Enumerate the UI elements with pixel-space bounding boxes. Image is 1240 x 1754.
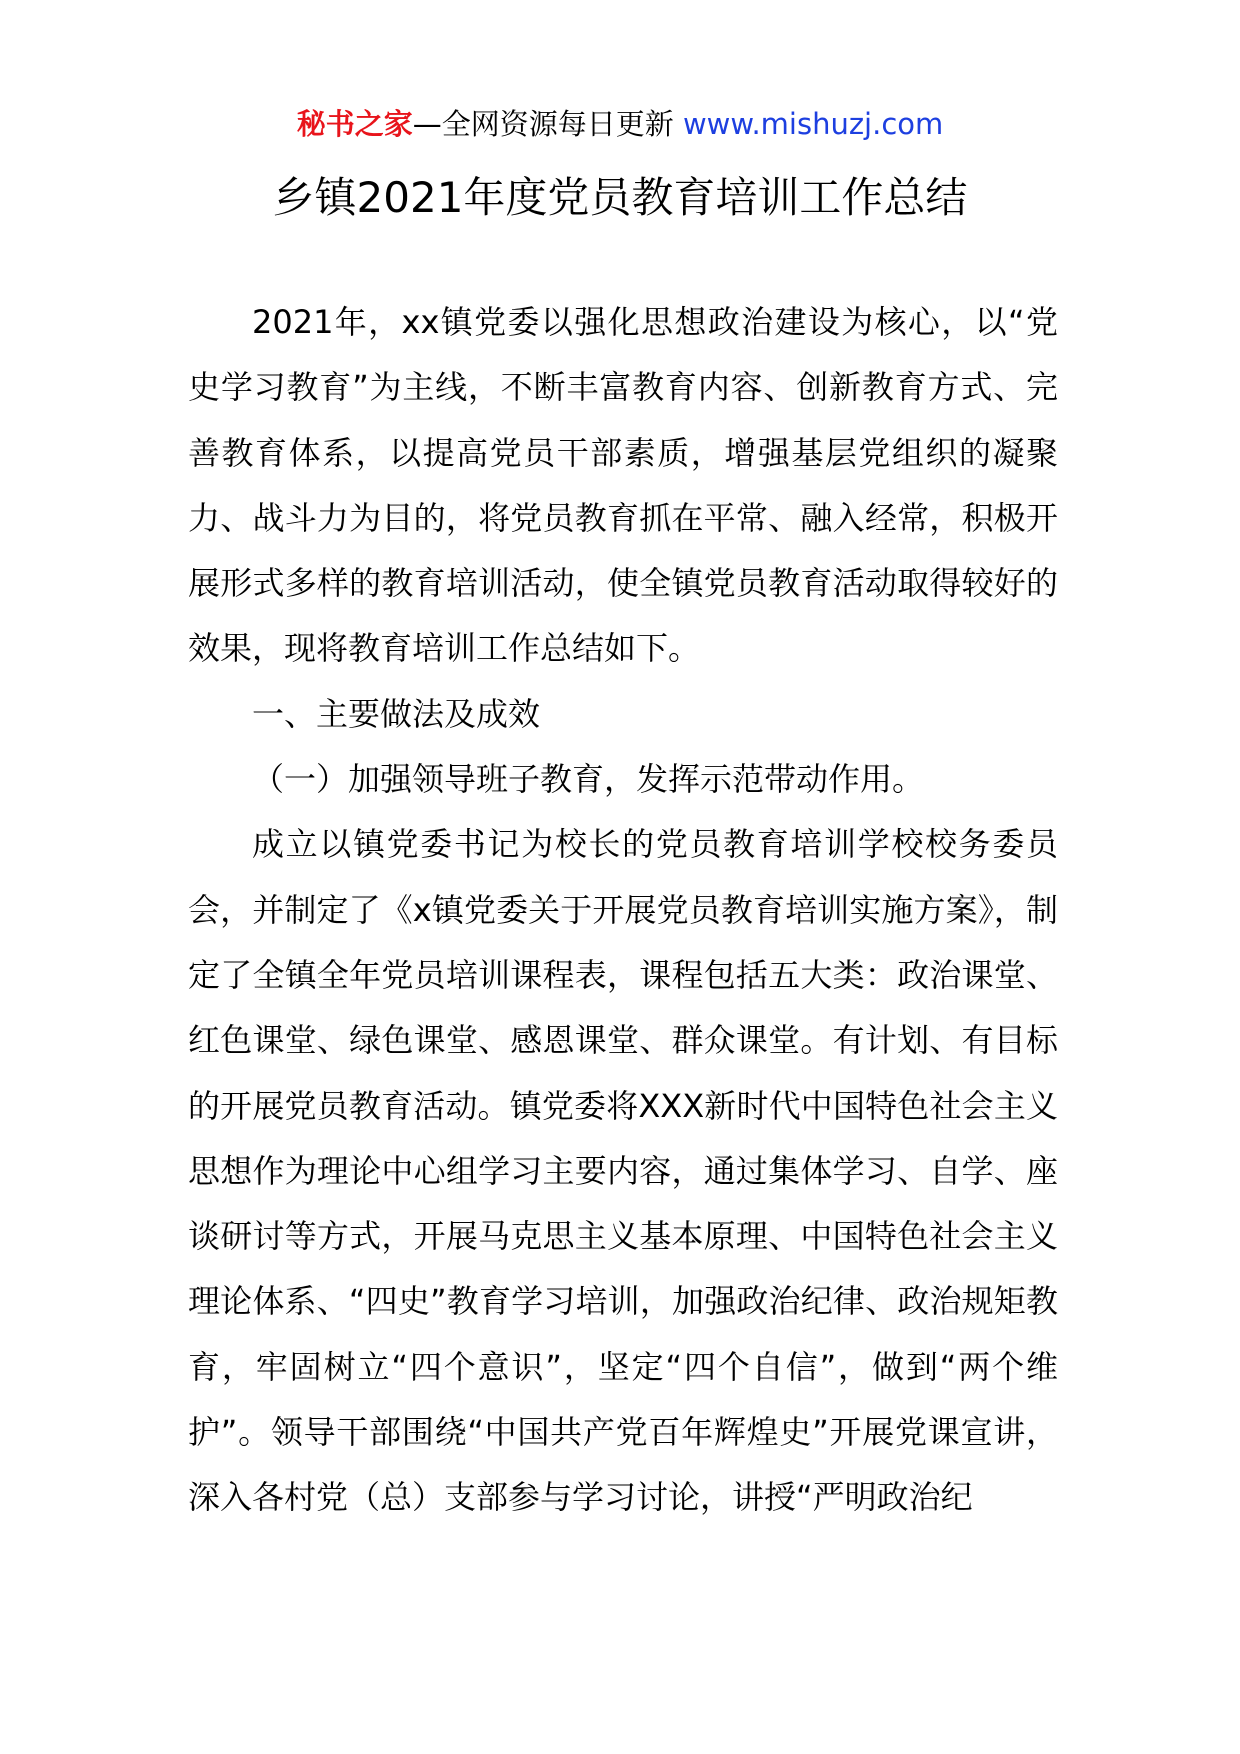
header-slogan: —全网资源每日更新 xyxy=(412,107,674,141)
document-body xyxy=(188,290,1058,1531)
site-header xyxy=(0,104,1240,144)
document-title: 乡镇2021年度党员教育培训工作总结 xyxy=(272,173,968,222)
intro-paragraph: 2021年，xx镇党委以强化思想政治建设为核心，以“党史学习教育”为主线，不断丰富教育内容、创新教育方式、完善教育体系，以提高党员干部素质，增强基层党组织的凝聚力、战斗力为目的，将党员教育抓在平常、融入经常，积极开展形式多样的教育培训活动，使全镇党员教育活动取得较好的效果，现将教育培训工作总结如下。 xyxy=(188,303,1058,668)
body-paragraph: 成立以镇党委书记为校长的党员教育培训学校校务委员会，并制定了《x镇党委关于开展党员教育培训实施方案》，制定了全镇全年党员培训课程表，课程包括五大类：政治课堂、红色课堂、绿色课堂、感恩课堂、群众课堂。有计划、有目标的开展党员教育活动。镇党委将XXX新时代中国特色社会主义思想作为理论中心组学习主要内容，通过集体学习、自学、座谈研讨等方式，开展马克思主义基本原理、中国特色社会主义理论体系、“四史”教育学习培训，加强政治纪律、政治规矩教育，牢固树立“四个意识”，坚定“四个自信”，做到“两个维护”。领导干部围绕“中国共产党百年辉煌史”开展党课宣讲，深入各村党（总）支部参与学习讨论，讲授“严明政治纪 xyxy=(188,825,1058,1517)
site-url-link[interactable]: www.mishuzj.com xyxy=(682,107,944,141)
section-heading-1: 一、主要做法及成效 xyxy=(252,694,541,733)
brand-name: 秘书之家 xyxy=(296,107,413,141)
subsection-heading-1: （一）加强领导班子教育，发挥示范带动作用。 xyxy=(252,760,925,799)
